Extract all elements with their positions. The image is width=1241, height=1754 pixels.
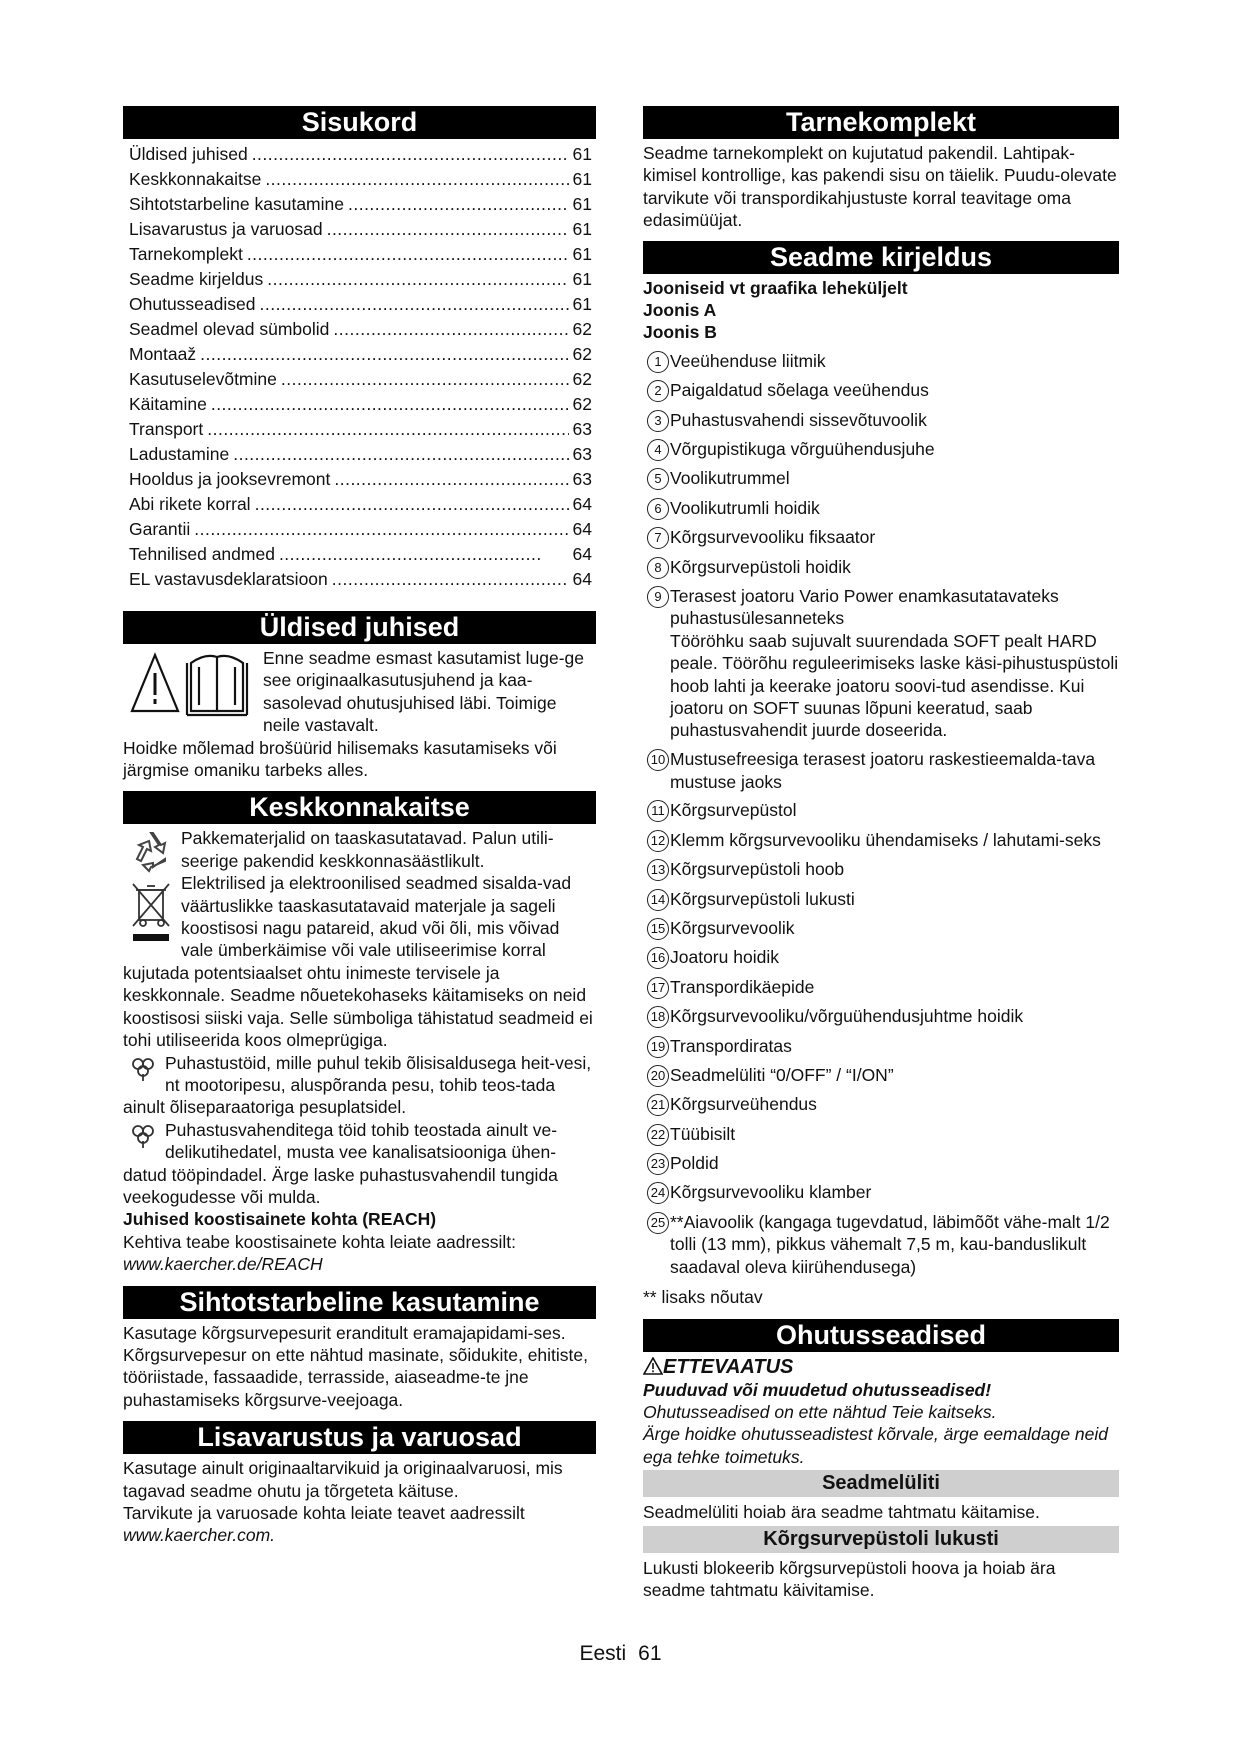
delivery-text: Seadme tarnekomplekt on kujutatud pakendil. Lahtipak-kimisel kontrollige, kas pakendi sisu on täielik. Puudu-olevate tarvikute või transpordikahjustuste korral teavitage oma edasimüüjat.: [643, 143, 1117, 231]
accessories-link[interactable]: www.kaercher.com.: [123, 1525, 276, 1546]
intended-use-heading: Sihtotstarbeline kasutamine: [123, 1286, 596, 1319]
item-number-badge: 7: [647, 527, 669, 549]
item-number-badge: 17: [647, 977, 669, 999]
list-item: 16 Joatoru hoidik: [643, 946, 1119, 969]
item-number-badge: 8: [647, 557, 669, 579]
list-item: 10 Mustusefreesiga terasest joatoru raskestieemalda-tava mustuse jaoks: [643, 748, 1119, 793]
item-number-badge: 18: [647, 1006, 669, 1028]
figure-b-label: Joonis B: [643, 322, 717, 343]
gun-lock-text: Lukusti blokeerib kõrgsurvepüstoli hoova ja hoiab ära seadme tahtmatu käivitamise.: [643, 1557, 1056, 1600]
accessories-section: [123, 1457, 596, 1547]
item-number-badge: 16: [647, 947, 669, 969]
description-heading: Seadme kirjeldus: [643, 241, 1119, 274]
list-item: 4 Võrgupistikuga võrguühendusjuhe: [643, 438, 1119, 461]
recycle-text: Pakkematerjalid on taaskasutatavad. Palun utili-seerige pakendid keskkonnasäästlikult.: [181, 828, 554, 871]
list-item: 24 Kõrgsurvevooliku klamber: [643, 1181, 1119, 1204]
list-item: 7 Kõrgsurvevooliku fiksaator: [643, 526, 1119, 549]
item-number-badge: 24: [647, 1182, 669, 1204]
list-item: 11 Kõrgsurvepüstol: [643, 799, 1119, 822]
item-number-badge: 6: [647, 498, 669, 520]
warning-triangle-icon: [129, 649, 255, 717]
list-item: 6 Voolikutrumli hoidik: [643, 497, 1119, 520]
list-item: 2 Paigaldatud sõelaga veeühendus: [643, 379, 1119, 402]
toc-item[interactable]: Üldised juhised ..... 61: [123, 142, 596, 167]
parts-list: [643, 350, 1119, 1278]
toc-item[interactable]: Transport ..... 63: [123, 417, 596, 442]
toc-item[interactable]: Seadmel olevad sümbolid ..... 62: [123, 317, 596, 342]
intended-use-text-2: Kõrgsurvepesur on ette nähtud masinate, sõidukite, ehitiste, tööriistade, fassaadide, terrasside, aiaseadme-te jne puhastamiseks kõrgsurve-veejoaga.: [123, 1344, 588, 1410]
oil-wastewater-text: Puhastustöid, mille puhul tekib õlisisaldusega heit-vesi, nt mootoripesu, aluspõranda pesu, tohib teos-tada ainult õliseparaatoriga pesuplatsidel.: [123, 1052, 592, 1118]
item-number-badge: 3: [647, 410, 669, 432]
cleaning-agent-text: Puhastusvahenditega töid tohib teostada ainult ve-delikutihedatel, musta vee kanalisatsiooniga ühen-datud tööpindadel. Ärge laske puhastusvahendil tungida veekogudesse või mulda.: [123, 1119, 558, 1207]
list-item: 20 Seadmelüliti “0/OFF” / “I/ON”: [643, 1064, 1119, 1087]
item-number-badge: 20: [647, 1065, 669, 1087]
toc-item[interactable]: EL vastavusdeklaratsioon ..... 64: [123, 567, 596, 592]
reach-link[interactable]: www.kaercher.de/REACH: [123, 1254, 323, 1275]
toc-item[interactable]: Tehnilised andmed ..... 64: [123, 542, 596, 567]
list-item: 12 Klemm kõrgsurvevooliku ühendamiseks / lahutami-seks: [643, 829, 1119, 852]
device-switch-heading: Seadmelüliti: [643, 1470, 1119, 1497]
list-item: 21 Kõrgsurveühendus: [643, 1093, 1119, 1116]
toc-item[interactable]: Abi rikete korral ..... 64: [123, 492, 596, 517]
list-item: 22 Tüübisilt: [643, 1123, 1119, 1146]
item-number-badge: 22: [647, 1124, 669, 1146]
page-number: 61: [638, 1642, 662, 1665]
list-item: 13 Kõrgsurvepüstoli hoob: [643, 858, 1119, 881]
item-number-badge: 12: [647, 830, 669, 852]
accessories-heading: Lisavarustus ja varuosad: [123, 1421, 596, 1454]
weee-text: Elektrilised ja elektroonilised seadmed sisalda-vad väärtuslikke taaskasutatavaid materjale ja sageli koostisosi nagu patareid, akud või õli, mis võivad vale ümberkäimise või vale utiliseerimise korral kujutada potentsiaalset ohtu inimeste tervisele ja keskkonnale. Seadme nõuetekohaseks käitamiseks on neid koostisosi siiski vaja. Selle sümboliga tähistatud seadmeid ei tohi utiliseerida koos olmeprügiga.: [123, 873, 593, 1051]
toc-item[interactable]: Ladustamine ..... 63: [123, 442, 596, 467]
item-number-badge: 21: [647, 1094, 669, 1116]
gun-lock-heading: Kõrgsurvepüstoli lukusti: [643, 1526, 1119, 1553]
item-number-badge: 2: [647, 380, 669, 402]
toc-item[interactable]: Lisavarustus ja varuosad ..... 61: [123, 217, 596, 242]
figure-a-label: Joonis A: [643, 300, 717, 321]
footer-language: Eesti: [579, 1642, 627, 1665]
caution-text-2: Ärge hoidke ohutusseadistest kõrvale, ärge eemaldage neid ega tehke toimetuks.: [643, 1424, 1109, 1467]
item-number-badge: 11: [647, 800, 669, 822]
item-number-badge: 19: [647, 1036, 669, 1058]
caution-title: Puuduvad või muudetud ohutusseadised!: [643, 1379, 992, 1400]
list-item: 15 Kõrgsurvevoolik: [643, 917, 1119, 940]
right-column: [643, 106, 1119, 1601]
list-item: 1 Veeühenduse liitmik: [643, 350, 1119, 373]
item-number-badge: 15: [647, 918, 669, 940]
environment-heading: Keskkonnakaitse: [123, 791, 596, 824]
list-item: 18 Kõrgsurvevooliku/võrguühendusjuhtme hoidik: [643, 1005, 1119, 1028]
oil-drop-icon: [129, 1054, 157, 1087]
caution-label: ETTEVAATUS: [643, 1355, 1119, 1379]
toc-item[interactable]: Ohutusseadised ..... 61: [123, 292, 596, 317]
item-number-badge: 1: [647, 351, 669, 373]
toc-list: [123, 142, 596, 592]
delivery-heading: Tarnekomplekt: [643, 106, 1119, 139]
manual-book-icon: [187, 656, 247, 715]
list-item: 8 Kõrgsurvepüstoli hoidik: [643, 556, 1119, 579]
list-item: 9 Terasest joatoru Vario Power enamkasutatavateks puhastusülesanneteks Tööröhku saab sujuvalt suurendada SOFT pealt HARD peale. Töörõhu reguleerimiseks laske käsi-pihustuspüstoli hoob lahti ja keerake joatoru soovi-tud asendisse. Kui joatoru on SOFT suunas lõpuni keeratud, saab puhastusvahendit juurde doseerida.: [643, 585, 1119, 742]
accessories-text: Kasutage ainult originaaltarvikuid ja originaalvaruosi, mis tagavad seadme ohutu ja tõrgeteta käituse.: [123, 1458, 563, 1501]
item-number-badge: 13: [647, 859, 669, 881]
toc-item[interactable]: Garantii ..... 64: [123, 517, 596, 542]
toc-heading: Sisukord: [123, 106, 596, 139]
list-item: 14 Kõrgsurvepüstoli lukusti: [643, 888, 1119, 911]
item-number-badge: 4: [647, 439, 669, 461]
item-number-badge: 9: [647, 586, 669, 608]
item-number-badge: 25: [647, 1212, 669, 1234]
intended-use-text: Kasutage kõrgsurvepesurit eranditult eramajapidami-ses.: [123, 1322, 566, 1343]
cleaning-agent-icon: [129, 1121, 157, 1154]
item-number-badge: 10: [647, 749, 669, 771]
general-text-2: Hoidke mõlemad brošüürid hilisemaks kasutamiseks või järgmise omaniku tarbeks alles.: [123, 737, 557, 781]
toc-item[interactable]: Seadme kirjeldus ..... 61: [123, 267, 596, 292]
caution-triangle-icon: [643, 1357, 663, 1375]
caution-text: Ohutusseadised on ette nähtud Teie kaitseks.: [643, 1401, 997, 1422]
general-heading: Üldised juhised: [123, 611, 596, 644]
list-item: 19 Transpordiratas: [643, 1035, 1119, 1058]
list-item: 23 Poldid: [643, 1152, 1119, 1175]
toc-item[interactable]: Tarnekomplekt ..... 61: [123, 242, 596, 267]
toc-item[interactable]: Sihtotstarbeline kasutamine ..... 61: [123, 192, 596, 217]
reach-text: Kehtiva teabe koostisainete kohta leiate aadressilt:: [123, 1231, 517, 1252]
item-number-badge: 5: [647, 468, 669, 490]
reach-heading: Juhised koostisainete kohta (REACH): [123, 1209, 437, 1230]
list-item: 25 **Aiavoolik (kangaga tugevdatud, läbimõõt vähe-malt 1/2 tolli (13 mm), pikkus vähemalt 7,5 m, kau-banduslikult saadaval oleva kiirühendusega): [643, 1211, 1119, 1278]
item-number-badge: 23: [647, 1153, 669, 1175]
footnote: ** lisaks nõutav: [643, 1287, 763, 1308]
general-section: [123, 647, 596, 781]
page-footer: [0, 1642, 1241, 1666]
toc-item[interactable]: Montaaž ..... 62: [123, 342, 596, 367]
intended-use-section: [123, 1322, 596, 1412]
warning-manual-icons: [129, 649, 255, 722]
environment-section: [123, 827, 596, 1275]
list-item: 17 Transpordikäepide: [643, 976, 1119, 999]
item-number-badge: 14: [647, 889, 669, 911]
general-text: Enne seadme esmast kasutamist luge-ge see originaalkasutusjuhend ja kaa-sasolevad ohutusjuhised läbi. Toimige neile vastavalt.: [263, 648, 584, 736]
recycle-icon: [129, 829, 173, 878]
toc-item[interactable]: Keskkonnakaitse ..... 61: [123, 167, 596, 192]
toc-item[interactable]: Käitamine ..... 62: [123, 392, 596, 417]
accessories-text-2: Tarvikute ja varuosade kohta leiate teavet aadressilt: [123, 1503, 525, 1523]
left-column: [123, 106, 596, 1547]
safety-heading: Ohutusseadised: [643, 1319, 1119, 1352]
toc-item[interactable]: Hooldus ja jooksevremont ..... 63: [123, 467, 596, 492]
toc-item[interactable]: Kasutuselevõtmine ..... 62: [123, 367, 596, 392]
device-switch-text: Seadmelüliti hoiab ära seadme tahtmatu käitamise.: [643, 1502, 1040, 1523]
list-item: 5 Voolikutrummel: [643, 467, 1119, 490]
item-9-detail: Tööröhku saab sujuvalt suurendada SOFT pealt HARD peale. Töörõhu reguleerimiseks laske käsi-pihustuspüstoli hoob lahti ja keerake joatoru soovi-tud asendisse. Kui joatoru on SOFT suunas lõpuni keeratud, saab puhastusvahendit juurde doseerida.: [670, 630, 1119, 741]
figures-note: Jooniseid vt graafika leheküljelt: [643, 277, 908, 298]
weee-bin-icon: [129, 880, 173, 957]
list-item: 3 Puhastusvahendi sissevõtuvoolik: [643, 409, 1119, 432]
